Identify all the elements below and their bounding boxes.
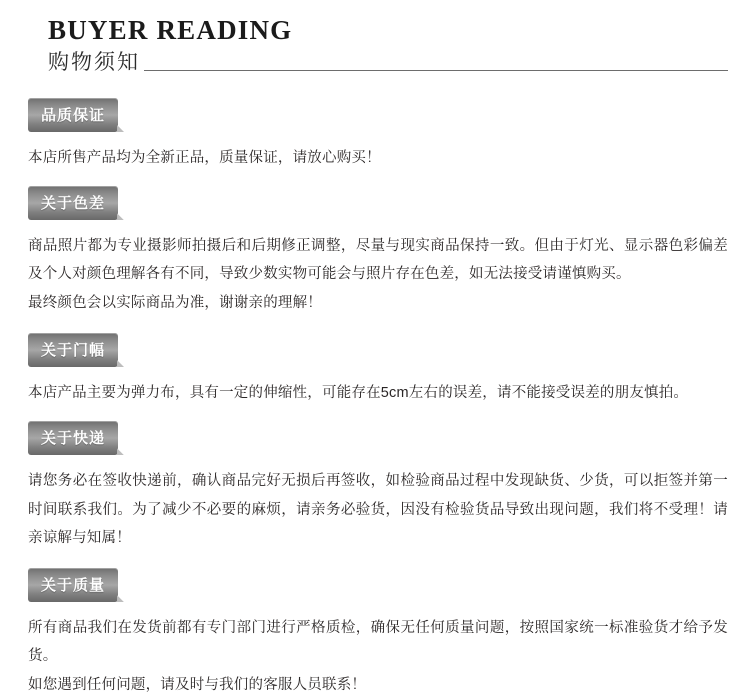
section-body [28, 232, 728, 317]
section-paragraph: 商品照片都为专业摄影师拍摄后和后期修正调整，尽量与现实商品保持一致。但由于灯光、显示器色彩偏差及个人对颜色理解各有不同，导致少数实物可能会与照片存在色差，如无法接受请谨慎购买。 [28, 238, 728, 283]
page-title-row [48, 50, 728, 76]
page-header [22, 0, 728, 76]
section-express-delivery [22, 421, 728, 552]
section-body [28, 614, 728, 699]
section-body [28, 379, 728, 407]
section-paragraph: 本店所售产品均为全新正品，质量保证，请放心购买！ [28, 149, 381, 166]
section-tag: 关于快递 [28, 421, 118, 455]
section-tag: 关于色差 [28, 186, 118, 220]
section-paragraph: 本店产品主要为弹力布，具有一定的伸缩性，可能存在5cm左右的误差，请不能接受误差的朋友慎拍。 [28, 385, 689, 401]
section-tag: 关于门幅 [28, 333, 118, 367]
section-paragraph: 请您务必在签收快递前，确认商品完好无损后再签收，如检验商品过程中发现缺货、少货，可以拒签并第一时间联系我们。为了减少不必要的麻烦，请亲务必验货，因没有检验货品导致出现问题，我们将不受理！请亲谅解与知属！ [28, 473, 728, 546]
section-body [28, 467, 728, 552]
section-quality-guarantee [22, 98, 728, 172]
section-paragraph: 如您遇到任何问题，请及时与我们的客服人员联系！ [28, 676, 367, 693]
section-paragraph: 最终颜色会以实际商品为准，谢谢亲的理解！ [28, 294, 322, 311]
section-quality-control [22, 568, 728, 699]
section-fabric-width [22, 333, 728, 407]
section-paragraph: 所有商品我们在发货前都有专门部门进行严格质检，确保无任何质量问题，按照国家统一标准验货才给予发货。 [28, 620, 728, 665]
page-title-en: BUYER READING [48, 15, 293, 45]
header-divider [144, 70, 728, 71]
section-tag: 关于质量 [28, 568, 118, 602]
section-body [28, 144, 728, 172]
page-title-cn: 购物须知 [48, 50, 140, 74]
section-tag: 品质保证 [28, 98, 118, 132]
section-color-difference [22, 186, 728, 317]
sections-list [22, 98, 728, 699]
